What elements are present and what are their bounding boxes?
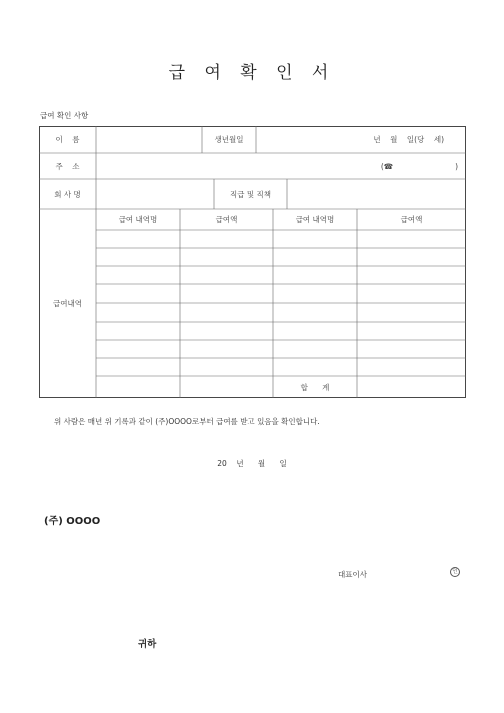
seal-icon: 인 bbox=[450, 567, 460, 577]
company-label: 회 사 명 bbox=[54, 189, 81, 199]
position-label: 직급 및 직책 bbox=[230, 189, 271, 199]
salary-header-amount-2: 급여액 bbox=[400, 215, 423, 224]
salary-header-item-2: 급여 내역명 bbox=[295, 215, 335, 224]
confirmation-table bbox=[39, 126, 466, 398]
issuing-company: (주) OOOO bbox=[44, 516, 101, 527]
salary-section-label: 급여내역 bbox=[53, 299, 82, 308]
honorific: 귀하 bbox=[138, 639, 157, 650]
company-field[interactable] bbox=[96, 179, 214, 209]
position-field[interactable] bbox=[287, 179, 466, 209]
document-title: 급 여 확 인 서 bbox=[168, 63, 336, 83]
name-label: 이 름 bbox=[55, 135, 80, 144]
total-label: 합 계 bbox=[300, 382, 330, 392]
section-label: 급여 확인 사항 bbox=[40, 111, 89, 120]
birth-field[interactable]: 년 월 일(당 세) bbox=[373, 135, 444, 144]
date-line: 20 년 월 일 bbox=[217, 459, 287, 468]
name-field[interactable] bbox=[96, 126, 202, 153]
total-amount-field[interactable] bbox=[357, 376, 466, 398]
birth-label: 생년월일 bbox=[214, 135, 244, 144]
address-field[interactable]: (☎ ) bbox=[380, 161, 458, 171]
representative-label: 대표이사 bbox=[338, 570, 367, 579]
salary-header-amount-1: 급여액 bbox=[215, 215, 238, 224]
address-label: 주 소 bbox=[55, 161, 80, 171]
salary-header-item-1: 급여 내역명 bbox=[118, 215, 158, 224]
confirmation-statement: 위 사람은 매년 위 기록과 같이 (주)OOOO로부터 급여를 받고 있음을 확인합니다. bbox=[54, 417, 320, 426]
